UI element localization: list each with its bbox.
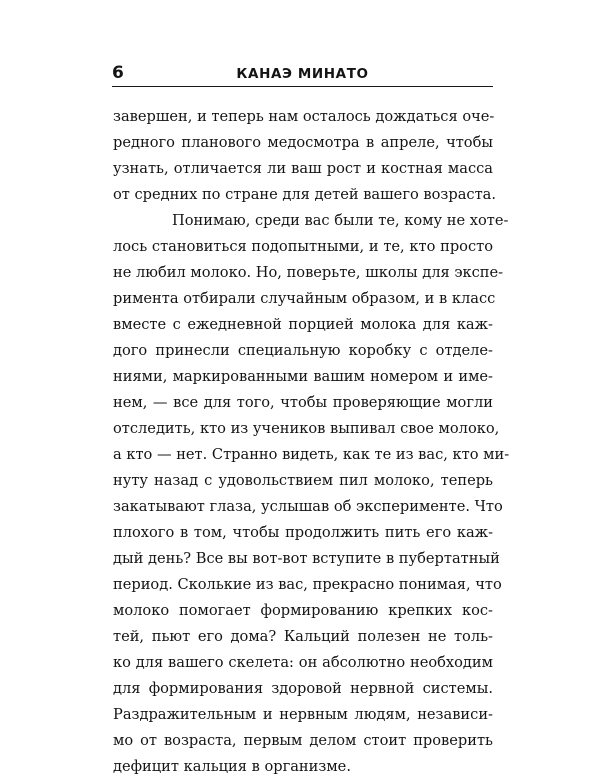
text-line: а кто — нет. Странно видеть, как те из вас, кто ми- — [113, 446, 510, 463]
text-line: лось становиться подопытными, и те, кто просто — [113, 238, 493, 255]
text-line: ниями, маркированными вашим номером и име- — [113, 368, 493, 385]
text-line: Раздражительным и нервным людям, независи- — [113, 706, 493, 723]
text-line: дого принесли специальную коробку с отделе- — [113, 342, 493, 359]
text-line: дый день? Все вы вот-вот вступите в пубертатный — [113, 550, 500, 567]
text-line: тей, пьют его дома? Кальций полезен не толь- — [113, 628, 493, 645]
text-line: молоко помогает формированию крепких кос- — [113, 602, 493, 619]
text-line: ко для вашего скелета: он абсолютно необходим — [113, 654, 493, 671]
text-line: для формирования здоровой нервной системы. — [113, 680, 493, 697]
text-line: закатывают глаза, услышав об эксперименте. Что — [113, 498, 503, 515]
text-line: период. Сколькие из вас, прекрасно понимая, что — [113, 576, 502, 593]
body-text — [113, 104, 510, 780]
page-number: 6 — [112, 63, 124, 83]
text-line: узнать, отличается ли ваш рост и костная масса — [113, 160, 493, 177]
text-line: отследить, кто из учеников выпивал свое молоко, — [113, 420, 500, 437]
text-line: плохого в том, чтобы продолжить пить его каж- — [113, 524, 493, 541]
running-head — [112, 62, 493, 87]
text-line: дефицит кальция в организме. — [113, 758, 351, 775]
text-line: мо от возраста, первым делом стоит проверить — [113, 732, 493, 749]
text-line: нуту назад с удовольствием пил молоко, теперь — [113, 472, 493, 489]
text-line: завершен, и теперь нам осталось дождаться оче- — [113, 108, 495, 125]
text-line: римента отбирали случайным образом, и в класс — [113, 290, 496, 307]
text-line: Понимаю, среди вас были те, кому не хоте- — [172, 212, 509, 229]
text-line: не любил молоко. Но, поверьте, школы для экспе- — [113, 264, 504, 281]
running-title: КАНАЭ МИНАТО — [236, 66, 369, 82]
text-line: редного планового медосмотра в апреле, чтобы — [113, 134, 493, 151]
text-line: вместе с ежедневной порцией молока для каж- — [113, 316, 493, 333]
text-line: от средних по стране для детей вашего возраста. — [113, 186, 496, 203]
text-line: нем, — все для того, чтобы проверяющие могли — [113, 394, 493, 411]
